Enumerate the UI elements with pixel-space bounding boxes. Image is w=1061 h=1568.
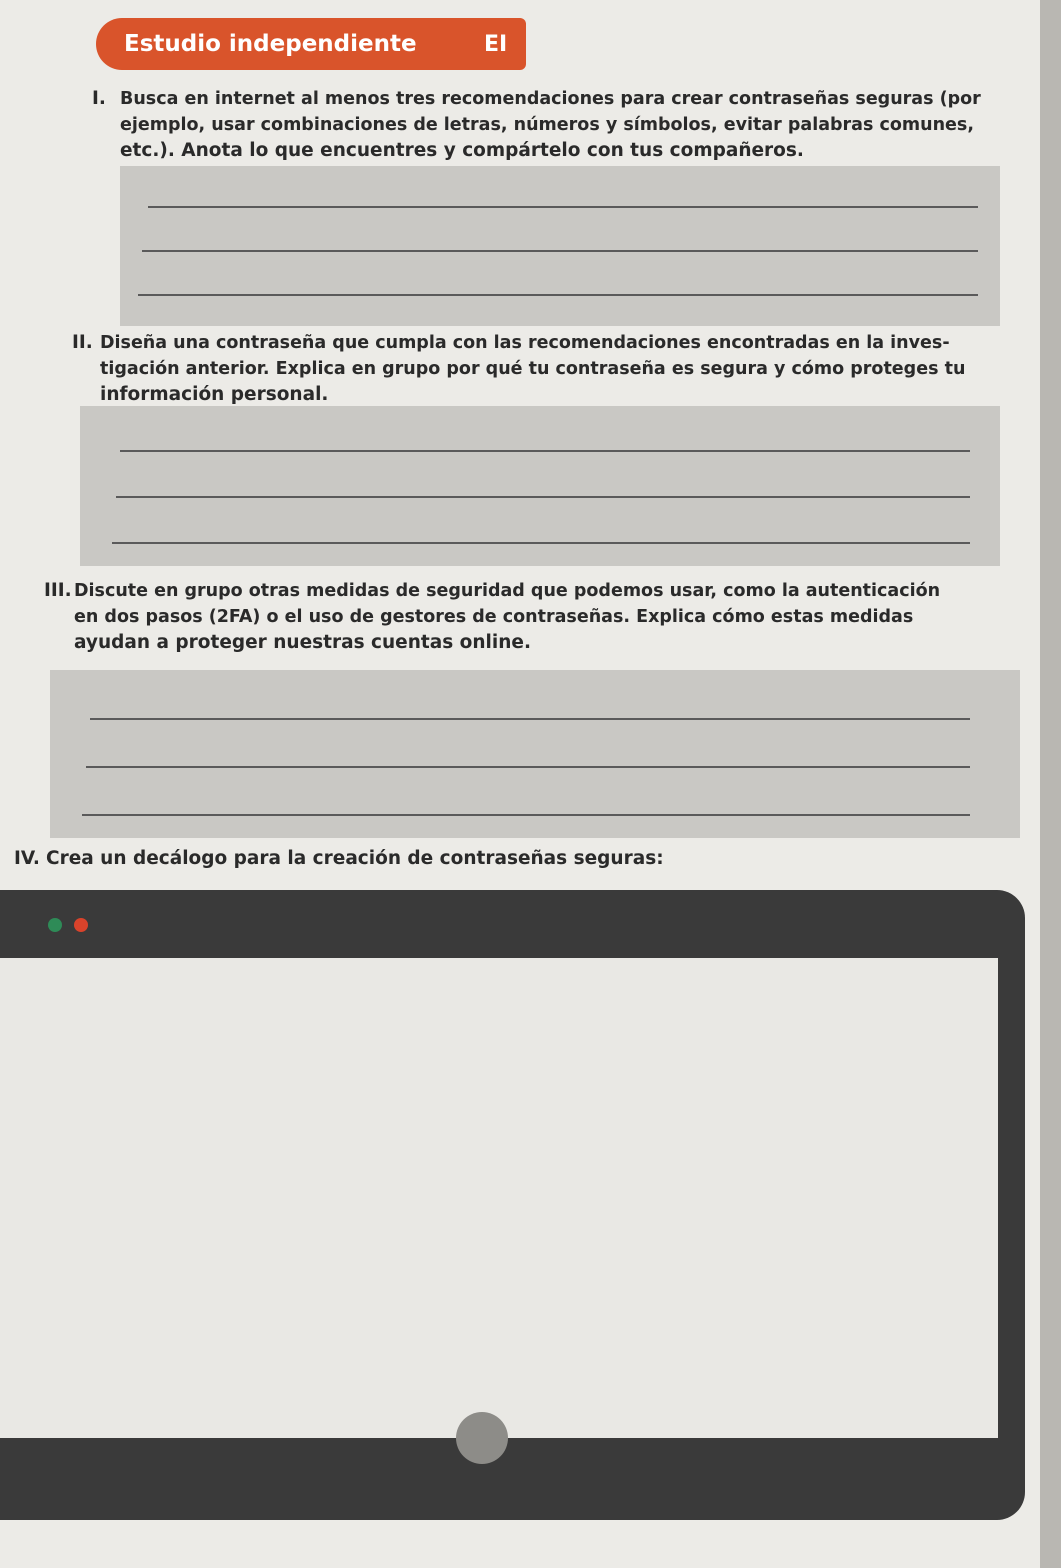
answer-area-3[interactable]	[50, 670, 1020, 838]
question-3-number: III.	[44, 580, 72, 601]
answer-line	[120, 450, 970, 452]
section-header	[96, 18, 526, 70]
tablet-illustration	[0, 890, 1025, 1520]
red-dot-icon	[74, 918, 88, 932]
home-button-icon	[456, 1412, 508, 1464]
answer-area-1[interactable]	[120, 166, 1000, 326]
green-dot-icon	[48, 918, 62, 932]
question-2-number: II.	[72, 332, 93, 353]
answer-line	[112, 542, 970, 544]
question-3	[44, 578, 1024, 656]
answer-line	[142, 250, 978, 252]
decalogue-writing-area[interactable]	[0, 958, 998, 1438]
question-1-number: I.	[92, 88, 106, 109]
answer-line	[148, 206, 978, 208]
question-2-line-3: información personal.	[100, 384, 329, 405]
answer-area-2[interactable]	[80, 406, 1000, 566]
answer-line	[138, 294, 978, 296]
question-2	[72, 330, 1022, 408]
answer-line	[116, 496, 970, 498]
question-3-line-2: en dos pasos (2FA) o el uso de gestores de contraseñas. Explica cómo estas medidas	[74, 607, 914, 627]
question-3-line-1: Discute en grupo otras medidas de seguridad que podemos usar, como la autenticación	[74, 581, 941, 601]
page-edge	[1040, 0, 1061, 1568]
question-2-line-1: Diseña una contraseña que cumpla con las recomendaciones encontradas en la inves-	[100, 333, 950, 353]
answer-line	[90, 718, 970, 720]
question-1-line-2: ejemplo, usar combinaciones de letras, números y símbolos, evitar palabras comunes,	[120, 115, 974, 135]
question-1	[92, 86, 1022, 164]
question-4	[14, 846, 1014, 872]
answer-line	[86, 766, 970, 768]
section-badge: EI	[484, 31, 508, 57]
question-4-number: IV.	[14, 848, 40, 869]
answer-line	[82, 814, 970, 816]
question-1-line-1: Busca en internet al menos tres recomendaciones para crear contraseñas seguras (por	[120, 89, 981, 109]
question-1-line-3: etc.). Anota lo que encuentres y compártelo con tus compañeros.	[120, 140, 804, 161]
section-title: Estudio independiente	[124, 31, 417, 57]
question-3-line-3: ayudan a proteger nuestras cuentas online.	[74, 632, 531, 653]
question-2-line-2: tigación anterior. Explica en grupo por qué tu contraseña es segura y cómo proteges tu	[100, 359, 966, 379]
question-4-line-1: Crea un decálogo para la creación de contraseñas seguras:	[46, 848, 664, 869]
